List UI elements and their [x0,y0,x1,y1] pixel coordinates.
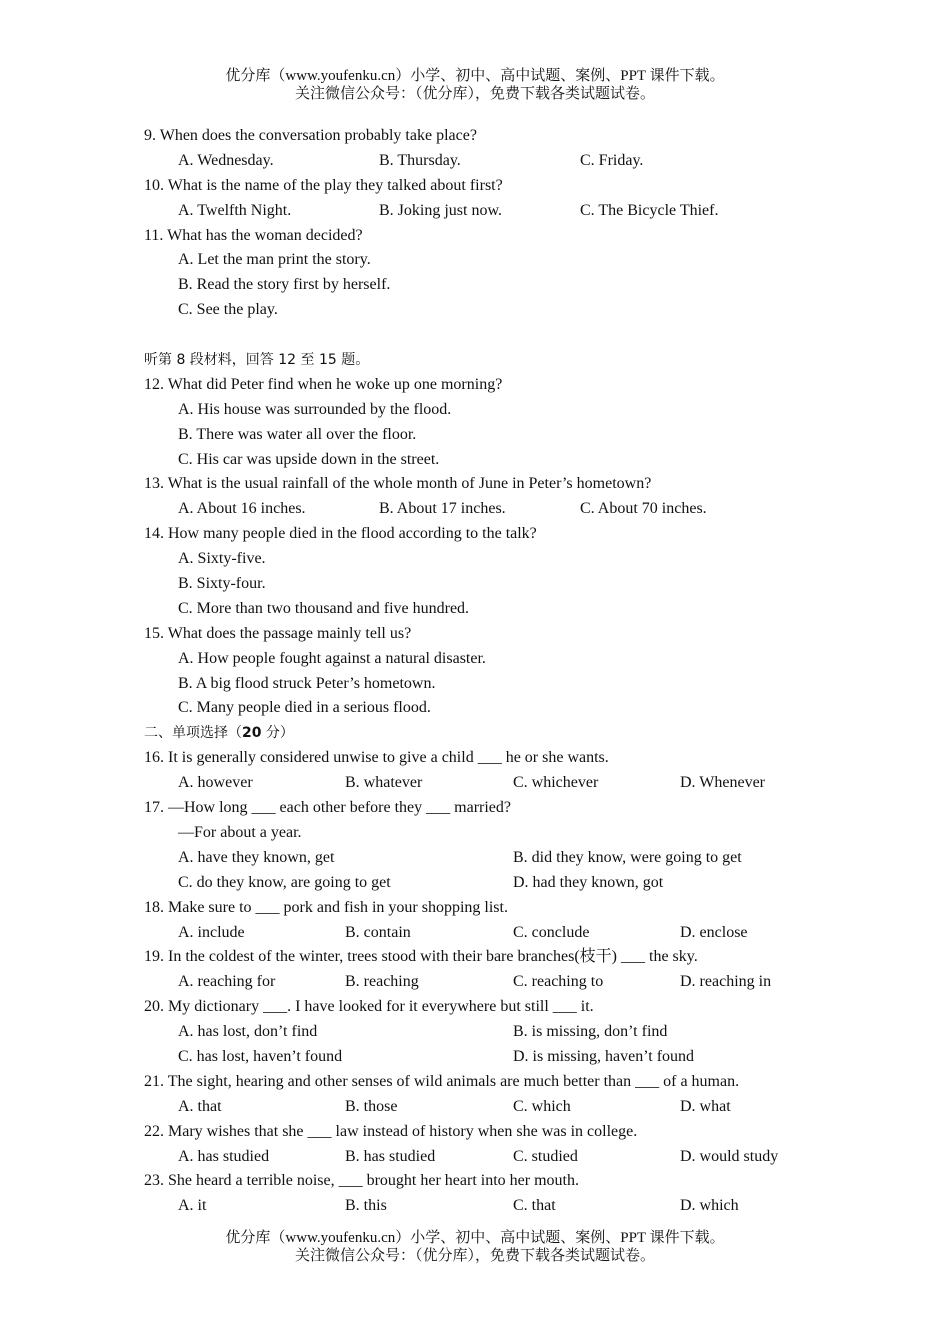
option-d: D. would study [680,1147,779,1165]
question-17-options-ab [144,846,844,871]
question-13-stem: 13. What is the usual rainfall of the whole month of June in Peter’s hometown? [144,475,652,493]
option-b: B. There was water all over the floor. [178,425,417,443]
option-a: A. however [178,774,253,792]
option-c: C. studied [513,1147,578,1165]
question-22-options [144,1145,844,1170]
option-a: A. that [178,1097,222,1115]
question-23-options [144,1194,844,1219]
footer-line-1: 优分库（www.youfenku.cn）小学、初中、高中试题、案例、PPT 课件下载。 [225,1230,725,1246]
option-a: A. has studied [178,1147,270,1165]
option-c: C. that [513,1197,556,1215]
option-c: C. reaching to [513,973,604,991]
option-c: C. Many people died in a serious flood. [178,699,431,717]
header-line-2: 关注微信公众号：（优分库），免费下载各类试题试卷。 [294,86,655,102]
question-19-options [144,970,844,995]
question-22-stem: 22. Mary wishes that she ___ law instead of history when she was in college. [144,1122,638,1140]
question-17-reply: —For about a year. [178,823,302,841]
question-20-stem: 20. My dictionary ___. I have looked for it everywhere but still ___ it. [144,998,594,1016]
section-8-heading: 听第 8 段材料，回答 12 至 15 题。 [144,352,370,369]
question-23-stem: 23. She heard a terrible noise, ___ brought her heart into her mouth. [144,1172,579,1190]
option-a: A. Twelfth Night. [178,201,292,219]
exam-content [144,124,844,1219]
option-b: B. A big flood struck Peter’s hometown. [178,674,436,692]
page-header [0,67,950,103]
option-d: D. is missing, haven’t found [513,1047,695,1065]
option-b: B. did they know, were going to get [513,848,742,866]
option-b: B. has studied [345,1147,436,1165]
question-10-stem: 10. What is the name of the play they talked about first? [144,176,503,194]
option-c: C. More than two thousand and five hundred. [178,599,470,617]
option-a: A. Let the man print the story. [178,251,371,269]
option-b: B. is missing, don’t find [513,1023,668,1041]
option-a: A. have they known, get [178,848,335,866]
option-b: B. Sixty-four. [178,575,266,593]
option-c: C. which [513,1097,571,1115]
option-b: B. Thursday. [379,151,461,169]
option-a: A. include [178,923,245,941]
option-a: A. Wednesday. [178,151,274,169]
question-14-stem: 14. How many people died in the flood according to the talk? [144,525,537,543]
option-d: D. what [680,1097,731,1115]
option-c: C. whichever [513,774,599,792]
option-c: C. conclude [513,923,590,941]
option-c: C. See the play. [178,301,278,319]
option-a: A. Sixty-five. [178,550,266,568]
option-d: D. had they known, got [513,873,664,891]
footer-line-2: 关注微信公众号：（优分库），免费下载各类试题试卷。 [294,1248,655,1264]
question-20-options-ab [144,1020,844,1045]
question-16-options [144,771,844,796]
option-b: B. this [345,1197,387,1215]
option-c: C. The Bicycle Thief. [580,201,719,219]
question-17-options-cd [144,871,844,896]
option-b: B. Read the story first by herself. [178,276,391,294]
option-a: A. How people fought against a natural disaster. [178,649,486,667]
option-c: C. do they know, are going to get [178,873,391,891]
option-b: B. contain [345,923,411,941]
option-b: B. whatever [345,774,423,792]
option-b: B. those [345,1097,398,1115]
question-20-options-cd [144,1045,844,1070]
option-c: C. has lost, haven’t found [178,1047,343,1065]
option-a: A. His house was surrounded by the flood. [178,400,452,418]
option-c: C. Friday. [580,151,644,169]
question-18-stem: 18. Make sure to ___ pork and fish in your shopping list. [144,898,508,916]
question-21-options [144,1095,844,1120]
question-15-stem: 15. What does the passage mainly tell us? [144,624,412,642]
option-b: B. reaching [345,973,419,991]
question-10-options [144,199,844,224]
page-footer [0,1229,950,1265]
option-b: B. Joking just now. [379,201,502,219]
section-2-heading [144,721,844,746]
option-d: D. which [680,1197,739,1215]
option-c: C. His car was upside down in the street. [178,450,440,468]
option-a: A. has lost, don’t find [178,1023,318,1041]
header-line-1: 优分库（www.youfenku.cn）小学、初中、高中试题、案例、PPT 课件下载。 [225,68,725,84]
option-c: C. About 70 inches. [580,500,707,518]
option-d: D. Whenever [680,774,765,792]
question-11-stem: 11. What has the woman decided? [144,226,363,244]
question-17-stem: 17. —How long ___ each other before they ___ married? [144,799,511,817]
option-d: D. reaching in [680,973,772,991]
section-2-prefix: 二、单项选择（ [144,725,242,742]
option-a: A. About 16 inches. [178,500,306,518]
option-b: B. About 17 inches. [379,500,506,518]
question-13-options [144,497,844,522]
question-18-options [144,921,844,946]
option-d: D. enclose [680,923,748,941]
section-2-suffix: 分） [261,725,294,742]
option-a: A. reaching for [178,973,276,991]
question-16-stem: 16. It is generally considered unwise to give a child ___ he or she wants. [144,749,609,767]
section-2-points: 20 [242,725,262,742]
question-21-stem: 21. The sight, hearing and other senses of wild animals are much better than ___ of a human. [144,1072,740,1090]
question-19-stem: 19. In the coldest of the winter, trees stood with their bare branches(枝干) ___ the sky. [144,948,698,966]
question-9-stem: 9. When does the conversation probably take place? [144,127,477,144]
question-9-options [144,149,844,174]
option-a: A. it [178,1197,207,1215]
question-12-stem: 12. What did Peter find when he woke up one morning? [144,375,503,393]
